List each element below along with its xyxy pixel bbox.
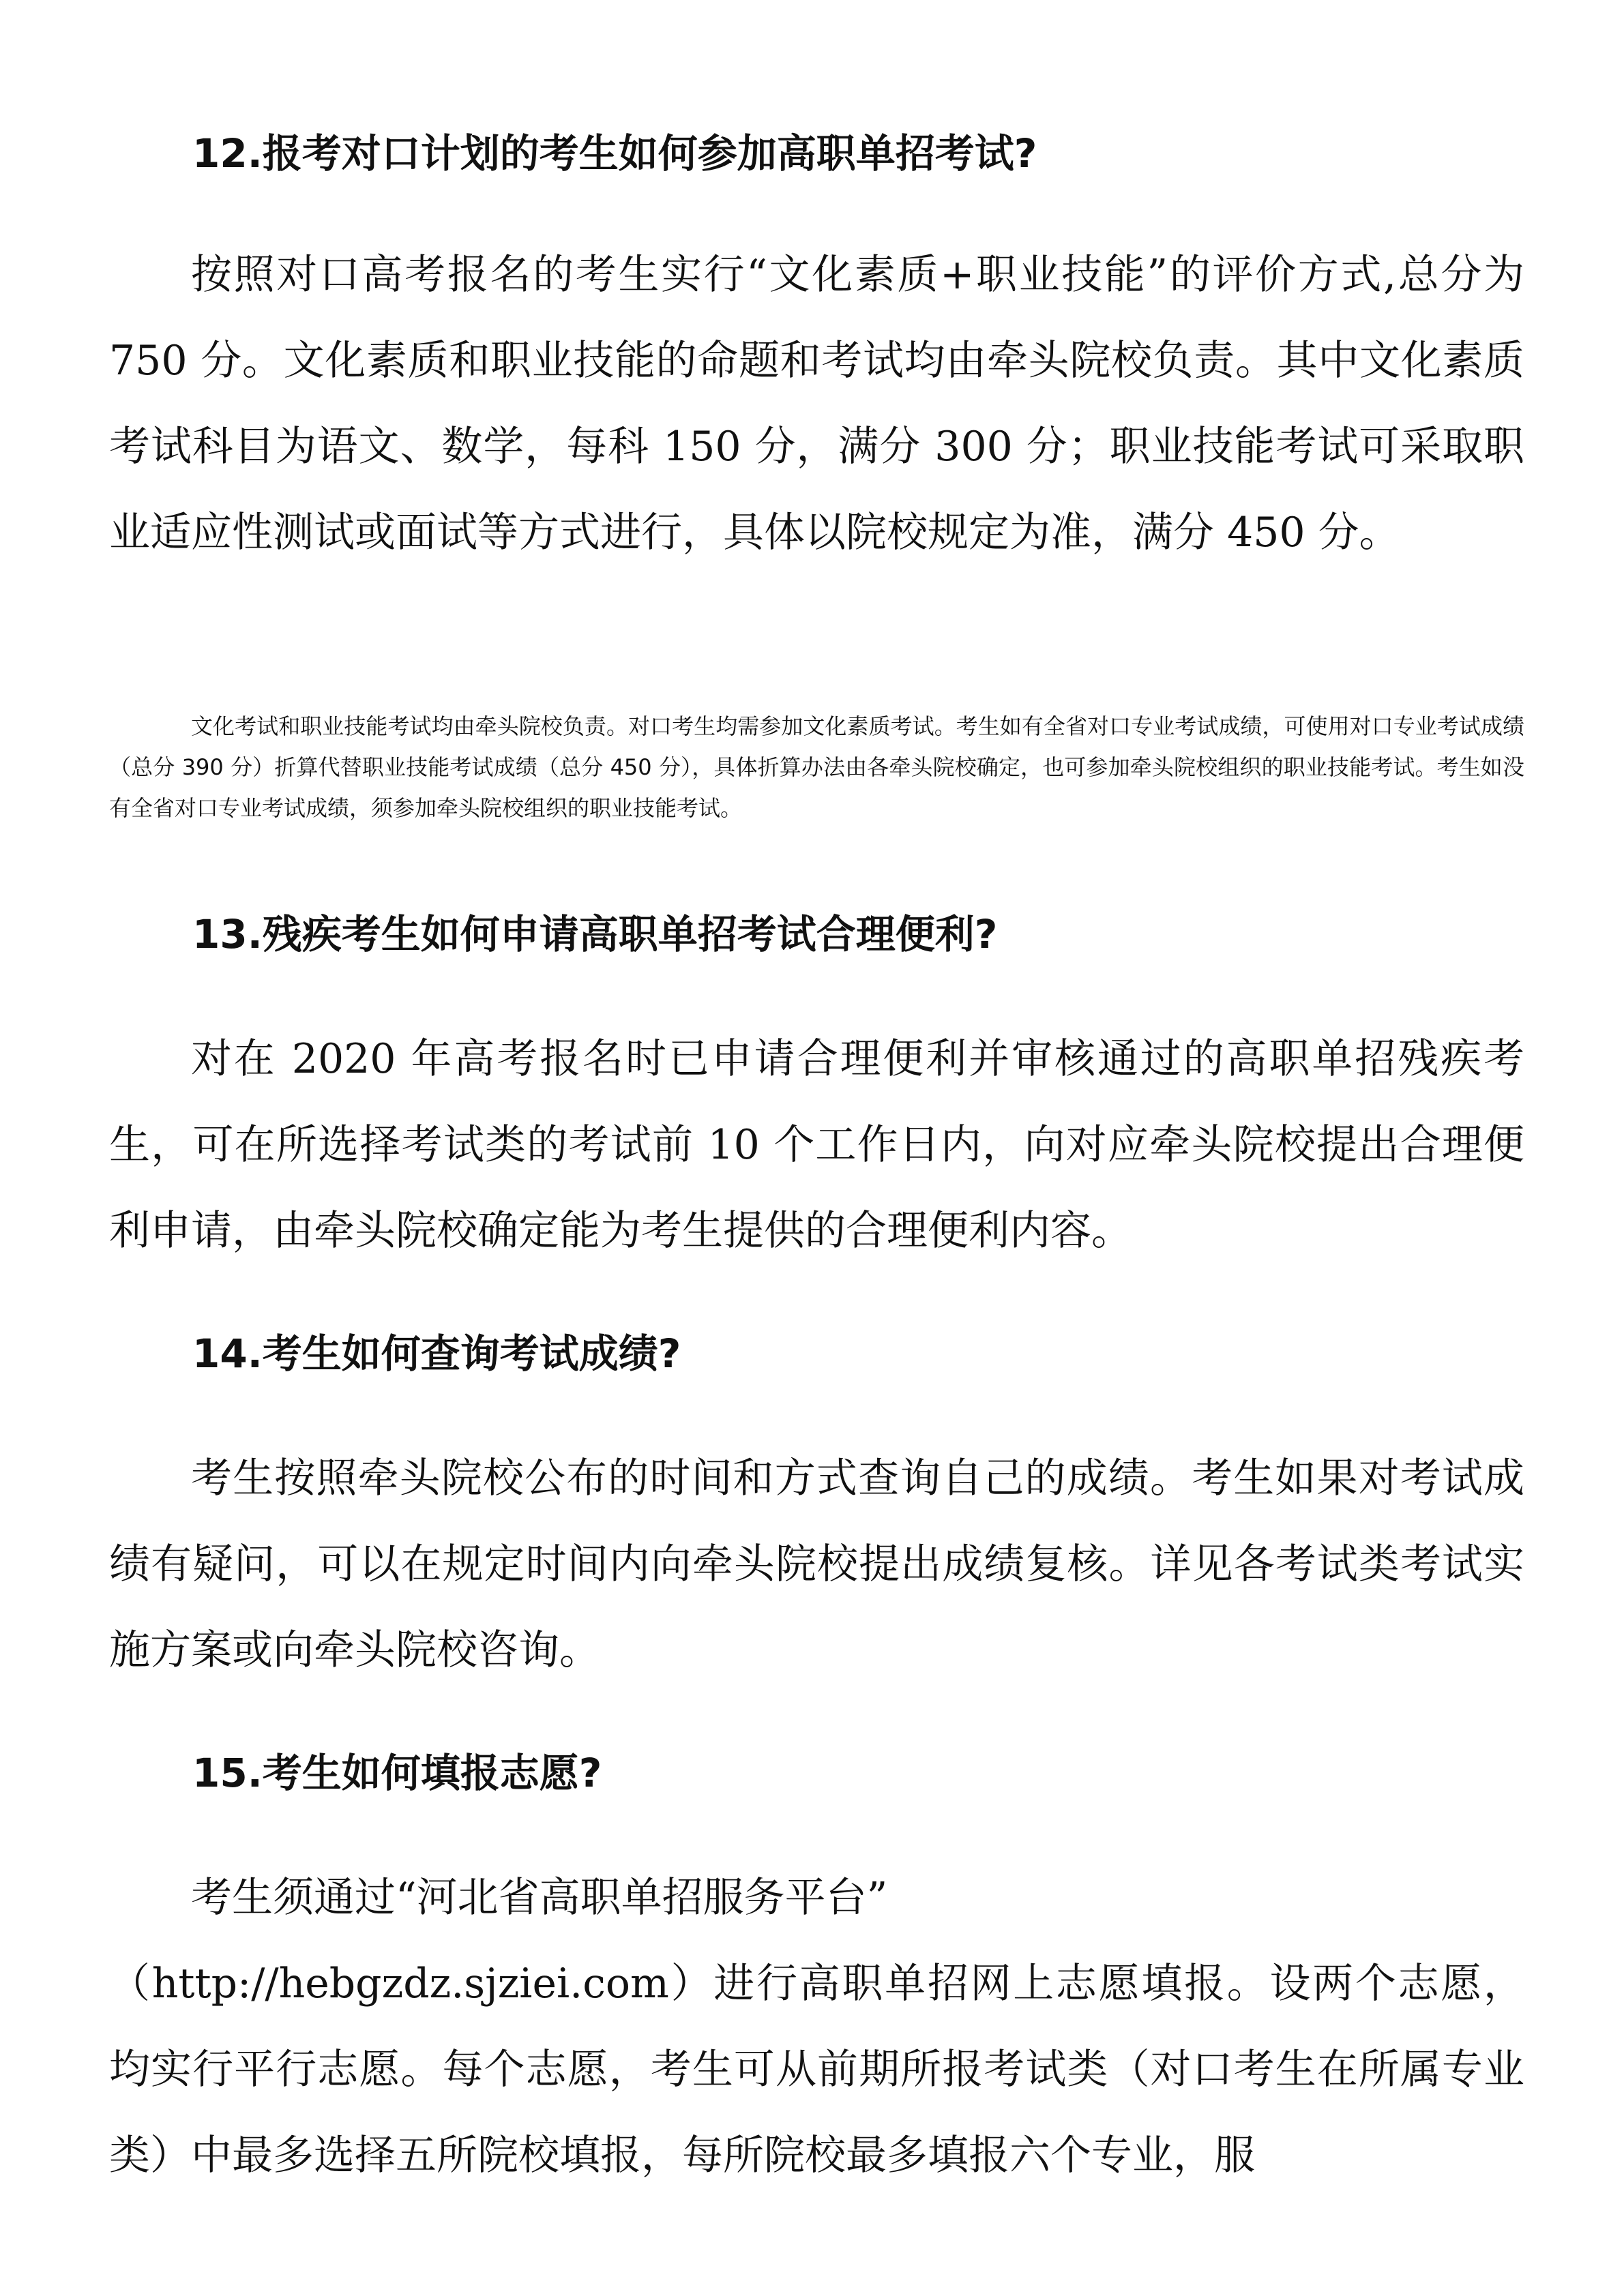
section-12-heading: 12.报考对口计划的考生如何参加高职单招考试?	[192, 130, 1037, 177]
section-12-note: 文化考试和职业技能考试均由牵头院校负责。对口考生均需参加文化素质考试。考生如有全省对口专业考试成绩，可使用对口专业考试成绩（总分 390 分）折算代替职业技能考试成绩（总分 450 分），具体折算办法由各牵头院校确定，也可参加牵头院校组织的职业技能考试。考生如没有全省对口专业考试成绩，须参加牵头院校组织的职业技能考试。	[109, 713, 1524, 821]
section-13-body: 对在 2020 年高考报名时已申请合理便利并审核通过的高职单招残疾考生，可在所选择考试类的考试前 10 个工作日内，向对应牵头院校提出合理便利申请，由牵头院校确定能为考生提供的合理便利内容。	[109, 1035, 1524, 1255]
section-14-heading: 14.考生如何查询考试成绩?	[192, 1330, 681, 1377]
section-12-body: 按照对口高考报名的考生实行“文化素质+职业技能”的评价方式,总分为 750 分。文化素质和职业技能的命题和考试均由牵头院校负责。其中文化素质考试科目为语文、数学，每科 150 分，满分 300 分；职业技能考试可采取职业适应性测试或面试等方式进行，具体以院校规定为准，满分 450 分。	[109, 251, 1524, 556]
section-15-body: （http://hebgzdz.sjziei.com）进行高职单招网上志愿填报。设两个志愿，均实行平行志愿。每个志愿，考生可从前期所报考试类（对口考生在所属专业类）中最多选择五所院校填报，每所院校最多填报六个专业，服	[109, 1960, 1524, 2179]
section-15-heading: 15.考生如何填报志愿?	[192, 1750, 602, 1796]
section-14-body: 考生按照牵头院校公布的时间和方式查询自己的成绩。考生如果对考试成绩有疑问，可以在规定时间内向牵头院校提出成绩复核。详见各考试类考试实施方案或向牵头院校咨询。	[109, 1455, 1524, 1674]
section-15-body-first-line: 考生须通过“河北省高职单招服务平台”	[191, 1874, 888, 1922]
section-13-heading: 13.残疾考生如何申请高职单招考试合理便利?	[192, 911, 998, 957]
